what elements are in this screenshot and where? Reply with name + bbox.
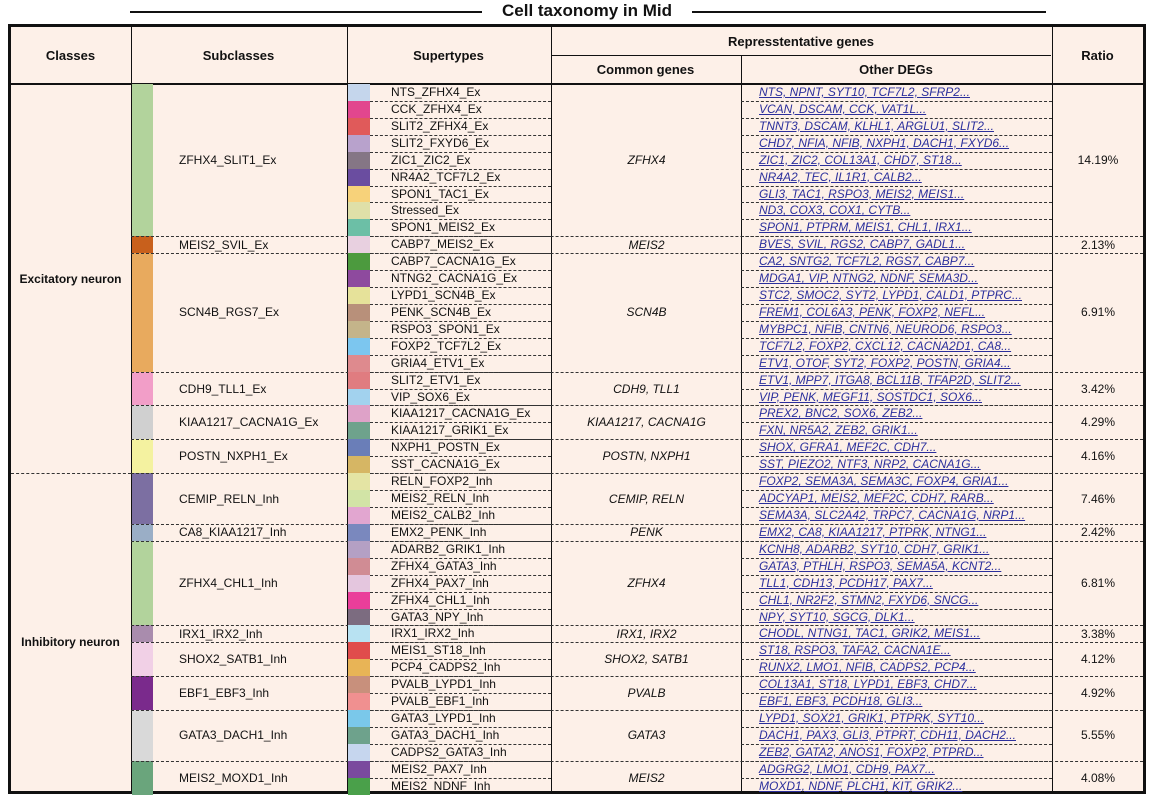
supertype-label: CABP7_MEIS2_Ex: [391, 237, 494, 252]
supertype-swatch: [348, 101, 370, 118]
deg-divider: [741, 389, 1052, 390]
other-degs: KCNH8, ADARB2, SYT10, CDH7, GRIK1...: [759, 541, 990, 556]
subclass-swatch: [132, 541, 153, 626]
supertype-label: ADARB2_GRIK1_Inh: [391, 541, 506, 556]
common-genes: PENK: [630, 525, 663, 540]
supertype-divider: [370, 473, 551, 474]
supertype-swatch: [348, 439, 370, 456]
deg-divider: [741, 152, 1052, 153]
supertype-label: SLIT2_FXYD6_Ex: [391, 135, 490, 150]
supertype-divider: [370, 405, 551, 406]
supertype-divider: [370, 456, 551, 457]
common-genes: ZFHX4: [627, 576, 666, 591]
class-divider: [11, 473, 131, 474]
subclass-swatch: [132, 642, 153, 676]
supertype-divider: [370, 507, 551, 508]
common-genes: IRX1, IRX2: [616, 626, 677, 641]
other-degs: EBF1, EBF3, PCDH18, GLI3...: [759, 694, 923, 709]
subclass-label: MEIS2_MOXD1_Inh: [179, 770, 288, 785]
ratio-value: 7.46%: [1080, 491, 1116, 506]
supertype-divider: [370, 389, 551, 390]
supertype-swatch: [348, 761, 370, 778]
supertype-swatch: [348, 473, 370, 490]
header-subclasses: Subclasses: [202, 47, 275, 63]
other-degs: FXN, NR5A2, ZEB2, GRIK1...: [759, 423, 918, 438]
ratio-value: 2.42%: [1080, 525, 1116, 540]
other-degs: SST, PIEZO2, NTF3, NRP2, CACNA1G...: [759, 457, 981, 472]
deg-divider: [741, 456, 1052, 457]
ratio-value: 6.81%: [1080, 576, 1116, 591]
supertype-divider: [370, 592, 551, 593]
supertype-label: MEIS1_ST18_Inh: [391, 643, 486, 658]
supertype-swatch: [348, 541, 370, 558]
header-supertypes: Supertypes: [413, 47, 484, 63]
deg-divider: [741, 541, 1052, 542]
subclass-swatch: [132, 372, 153, 406]
supertype-divider: [370, 152, 551, 153]
supertype-label: PVALB_EBF1_Inh: [391, 694, 489, 709]
ratio-value: 4.12%: [1080, 652, 1116, 667]
title-rule-left: [130, 11, 482, 13]
ratio-value: 4.29%: [1080, 415, 1116, 430]
ratio-value: 3.38%: [1080, 626, 1116, 641]
supertype-divider: [370, 490, 551, 491]
supertype-label: PVALB_LYPD1_Inh: [391, 677, 496, 692]
supertype-divider: [370, 727, 551, 728]
supertype-label: RSPO3_SPON1_Ex: [391, 321, 500, 336]
subclass-swatch: [132, 473, 153, 524]
ratio-value: 4.08%: [1080, 770, 1116, 785]
common-genes: KIAA1217, CACNA1G: [587, 415, 706, 430]
subclass-label: SHOX2_SATB1_Inh: [179, 652, 287, 667]
deg-divider: [741, 609, 1052, 610]
supertype-label: MEIS2_NDNF_Inh: [391, 778, 491, 793]
class-label: Inhibitory neuron: [21, 635, 120, 650]
deg-divider: [741, 524, 1052, 525]
supertype-divider: [370, 659, 551, 660]
subclass-label: CA8_KIAA1217_Inh: [179, 525, 287, 540]
other-degs: GLI3, TAC1, RSPO3, MEIS2, MEIS1...: [759, 186, 965, 201]
supertype-label: ZFHX4_CHL1_Inh: [391, 592, 490, 607]
other-degs: MOXD1, NDNF, PLCH1, KIT, GRIK2...: [759, 778, 963, 793]
supertype-label: ZFHX4_GATA3_Inh: [391, 558, 497, 573]
deg-divider: [741, 439, 1052, 440]
ratio-value: 4.92%: [1080, 686, 1116, 701]
supertype-divider: [370, 778, 551, 779]
supertype-swatch: [348, 253, 370, 270]
supertype-swatch: [348, 778, 370, 795]
subclass-label: CDH9_TLL1_Ex: [179, 381, 267, 396]
common-genes: POSTN, NXPH1: [602, 449, 691, 464]
supertype-label: NXPH1_POSTN_Ex: [391, 440, 500, 455]
subclass-swatch: [132, 84, 153, 236]
supertype-divider: [370, 186, 551, 187]
other-degs: SEMA3A, SLC2A42, TRPC7, CACNA1G, NRP1...: [759, 508, 1026, 522]
supertype-swatch: [348, 609, 370, 626]
subclass-label: KIAA1217_CACNA1G_Ex: [179, 415, 319, 430]
ratio-value: 14.19%: [1077, 153, 1119, 168]
other-degs: ETV1, MPP7, ITGA8, BCL11B, TFAP2D, SLIT2...: [759, 372, 1021, 387]
deg-divider: [741, 744, 1052, 745]
supertype-swatch: [348, 219, 370, 236]
other-degs: ND3, COX3, COX1, CYTB...: [759, 203, 911, 218]
page-title: Cell taxonomy in Mid: [501, 1, 673, 20]
subclass-swatch: [132, 625, 153, 642]
supertype-label: LYPD1_SCN4B_Ex: [391, 288, 496, 303]
supertype-divider: [370, 135, 551, 136]
supertype-divider: [370, 422, 551, 423]
other-degs: MDGA1, VIP, NTNG2, NDNF, SEMA3D...: [759, 271, 978, 286]
supertype-swatch: [348, 84, 370, 101]
other-degs: TCF7L2, FOXP2, CXCL12, CACNA2D1, CA8...: [759, 338, 1012, 353]
subclass-label: ZFHX4_CHL1_Inh: [179, 576, 278, 591]
supertype-swatch: [348, 744, 370, 761]
supertype-swatch: [348, 710, 370, 727]
subclass-swatch: [132, 439, 153, 473]
deg-divider: [741, 642, 1052, 643]
supertype-label: NR4A2_TCF7L2_Ex: [391, 169, 501, 184]
supertype-swatch: [348, 118, 370, 135]
supertype-label: GATA3_DACH1_Inh: [391, 727, 500, 742]
deg-divider: [741, 253, 1052, 254]
other-degs: PREX2, BNC2, SOX6, ZEB2...: [759, 406, 923, 421]
deg-divider: [741, 575, 1052, 576]
supertype-label: ZFHX4_PAX7_Inh: [391, 575, 489, 590]
supertype-swatch: [348, 135, 370, 152]
common-genes: MEIS2: [628, 770, 665, 785]
subclass-label: EBF1_EBF3_Inh: [179, 686, 270, 701]
other-degs: ADGRG2, LMO1, CDH9, PAX7...: [759, 761, 935, 776]
supertype-label: CABP7_CACNA1G_Ex: [391, 254, 516, 269]
other-degs: ST18, RSPO3, TAFA2, CACNA1E...: [759, 643, 951, 658]
deg-divider: [741, 693, 1052, 694]
subclass-label: CEMIP_RELN_Inh: [179, 491, 280, 506]
supertype-divider: [370, 219, 551, 220]
supertype-label: GATA3_LYPD1_Inh: [391, 711, 496, 726]
supertype-divider: [370, 744, 551, 745]
common-genes: GATA3: [627, 728, 666, 743]
other-degs: VIP, PENK, MEGF11, SOSTDC1, SOX6...: [759, 389, 982, 404]
supertype-label: PCP4_CADPS2_Inh: [391, 660, 501, 675]
header-ratio: Ratio: [1081, 47, 1114, 63]
supertype-divider: [370, 304, 551, 305]
supertype-swatch: [348, 676, 370, 693]
supertype-divider: [370, 625, 551, 626]
deg-divider: [741, 338, 1052, 339]
subclass-label: ZFHX4_SLIT1_Ex: [179, 153, 277, 168]
other-degs: FOXP2, SEMA3A, SEMA3C, FOXP4, GRIA1...: [759, 474, 1009, 489]
ratio-value: 6.91%: [1080, 305, 1116, 320]
supertype-divider: [370, 609, 551, 610]
supertype-label: MEIS2_CALB2_Inh: [391, 508, 496, 522]
supertype-label: EMX2_PENK_Inh: [391, 524, 487, 539]
supertype-swatch: [348, 490, 370, 507]
supertype-swatch: [348, 422, 370, 439]
supertype-label: NTS_ZFHX4_Ex: [391, 85, 481, 99]
deg-divider: [741, 761, 1052, 762]
supertype-swatch: [348, 659, 370, 676]
subclass-label: MEIS2_SVIL_Ex: [179, 237, 269, 252]
deg-divider: [741, 304, 1052, 305]
supertype-swatch: [348, 202, 370, 219]
header-other-degs: Other DEGs: [859, 61, 933, 77]
deg-divider: [741, 118, 1052, 119]
title-bar: [0, 0, 1158, 22]
supertype-divider: [370, 676, 551, 677]
supertype-swatch: [348, 693, 370, 710]
supertype-divider: [370, 321, 551, 322]
supertype-divider: [370, 575, 551, 576]
subclass-label: GATA3_DACH1_Inh: [179, 728, 288, 743]
other-degs: ADCYAP1, MEIS2, MEF2C, CDH7, RARB...: [759, 491, 994, 506]
supertype-divider: [370, 118, 551, 119]
deg-divider: [741, 422, 1052, 423]
supertype-swatch: [348, 456, 370, 473]
supertype-divider: [370, 270, 551, 271]
supertype-divider: [370, 761, 551, 762]
header-common-genes: Common genes: [596, 61, 695, 77]
supertype-divider: [370, 372, 551, 373]
supertype-label: SLIT2_ETV1_Ex: [391, 372, 481, 387]
deg-divider: [741, 778, 1052, 779]
supertype-swatch: [348, 304, 370, 321]
title-rule-right: [692, 11, 1046, 13]
ratio-value: 4.16%: [1080, 449, 1116, 464]
supertype-swatch: [348, 287, 370, 304]
supertype-divider: [370, 202, 551, 203]
supertype-label: CCK_ZFHX4_Ex: [391, 101, 482, 116]
subclass-swatch: [132, 761, 153, 795]
supertype-label: GATA3_NPY_Inh: [391, 609, 484, 624]
deg-divider: [741, 202, 1052, 203]
supertype-swatch: [348, 405, 370, 422]
supertype-divider: [370, 642, 551, 643]
other-degs: SHOX, GFRA1, MEF2C, CDH7...: [759, 440, 937, 455]
supertype-label: RELN_FOXP2_Inh: [391, 474, 493, 489]
other-degs: ZEB2, GATA2, ANOS1, FOXP2, PTPRD...: [759, 744, 984, 759]
supertype-label: SPON1_MEIS2_Ex: [391, 220, 496, 235]
other-degs: NR4A2, TEC, IL1R1, CALB2...: [759, 169, 922, 184]
deg-divider: [741, 507, 1052, 508]
subclass-label: IRX1_IRX2_Inh: [179, 626, 263, 641]
supertype-swatch: [348, 558, 370, 575]
supertype-label: SST_CACNA1G_Ex: [391, 457, 500, 472]
supertype-divider: [370, 101, 551, 102]
supertype-swatch: [348, 625, 370, 642]
other-degs: STC2, SMOC2, SYT2, LYPD1, CALD1, PTPRC...: [759, 288, 1022, 303]
deg-divider: [741, 710, 1052, 711]
deg-divider: [741, 287, 1052, 288]
supertype-label: CADPS2_GATA3_Inh: [391, 744, 507, 759]
common-genes: MEIS2: [628, 237, 665, 252]
other-degs: CA2, SNTG2, TCF7L2, RGS7, CABP7...: [759, 254, 975, 269]
other-degs: CHODL, NTNG1, TAC1, GRIK2, MEIS1...: [759, 626, 981, 641]
common-genes: CDH9, TLL1: [613, 381, 680, 396]
supertype-divider: [370, 236, 551, 237]
deg-divider: [741, 592, 1052, 593]
deg-divider: [741, 727, 1052, 728]
supertype-swatch: [348, 727, 370, 744]
header-classes: Classes: [45, 47, 96, 63]
supertype-swatch: [348, 507, 370, 524]
supertype-swatch: [348, 270, 370, 287]
ratio-value: 5.55%: [1080, 728, 1116, 743]
other-degs: NTS, NPNT, SYT10, TCF7L2, SFRP2...: [759, 85, 970, 99]
supertype-label: MEIS2_RELN_Inh: [391, 491, 490, 506]
deg-divider: [741, 355, 1052, 356]
common-genes: SHOX2, SATB1: [604, 652, 689, 667]
subclass-swatch: [132, 236, 153, 253]
deg-divider: [741, 101, 1052, 102]
supertype-divider: [370, 355, 551, 356]
common-genes: SCN4B: [626, 305, 667, 320]
other-degs: DACH1, PAX3, GLI3, PTPRT, CDH11, DACH2...: [759, 727, 1016, 742]
other-degs: CHL1, NR2F2, STMN2, FXYD6, SNCG...: [759, 592, 979, 607]
supertype-swatch: [348, 592, 370, 609]
supertype-label: NTNG2_CACNA1G_Ex: [391, 271, 518, 286]
supertype-swatch: [348, 321, 370, 338]
header-rep-genes: Represstentative genes: [728, 33, 874, 49]
deg-divider: [741, 236, 1052, 237]
supertype-swatch: [348, 389, 370, 406]
deg-divider: [741, 270, 1052, 271]
other-degs: VCAN, DSCAM, CCK, VAT1L...: [759, 101, 927, 116]
supertype-divider: [370, 524, 551, 525]
supertype-label: MEIS2_PAX7_Inh: [391, 761, 487, 776]
subheader-rule: [551, 55, 1051, 56]
other-degs: TLL1, CDH13, PCDH17, PAX7...: [759, 575, 933, 590]
supertype-divider: [370, 253, 551, 254]
other-degs: COL13A1, ST18, LYPD1, EBF3, CHD7...: [759, 677, 977, 692]
other-degs: CHD7, NFIA, NFIB, NXPH1, DACH1, FXYD6...: [759, 135, 1010, 150]
supertype-divider: [370, 541, 551, 542]
supertype-swatch: [348, 524, 370, 541]
supertype-divider: [370, 338, 551, 339]
supertype-label: GRIA4_ETV1_Ex: [391, 355, 485, 370]
subclass-label: SCN4B_RGS7_Ex: [179, 305, 280, 320]
other-degs: MYBPC1, NFIB, CNTN6, NEUROD6, RSPO3...: [759, 321, 1012, 336]
other-degs: ZIC1, ZIC2, COL13A1, CHD7, ST18...: [759, 152, 962, 167]
supertype-divider: [370, 169, 551, 170]
supertype-label: PENK_SCN4B_Ex: [391, 304, 492, 319]
supertype-label: ZIC1_ZIC2_Ex: [391, 152, 471, 167]
deg-divider: [741, 405, 1052, 406]
supertype-swatch: [348, 338, 370, 355]
deg-divider: [741, 473, 1052, 474]
common-genes: PVALB: [627, 686, 666, 701]
subclass-swatch: [132, 676, 153, 710]
supertype-label: KIAA1217_CACNA1G_Ex: [391, 406, 531, 421]
supertype-divider: [370, 558, 551, 559]
ratio-value: 2.13%: [1080, 237, 1116, 252]
supertype-divider: [370, 287, 551, 288]
deg-divider: [741, 219, 1052, 220]
supertype-label: SPON1_TAC1_Ex: [391, 186, 489, 201]
other-degs: EMX2, CA8, KIAA1217, PTPRK, NTNG1...: [759, 524, 987, 539]
supertype-divider: [370, 693, 551, 694]
deg-divider: [741, 321, 1052, 322]
deg-divider: [741, 135, 1052, 136]
common-genes: CEMIP, RELN: [608, 491, 685, 506]
taxonomy-table: [8, 24, 1146, 794]
other-degs: NPY, SYT10, SGCG, DLK1...: [759, 609, 915, 624]
supertype-label: SLIT2_ZFHX4_Ex: [391, 118, 489, 133]
other-degs: SPON1, PTPRM, MEIS1, CHL1, IRX1...: [759, 220, 972, 235]
supertype-label: Stressed_Ex: [391, 203, 460, 218]
other-degs: LYPD1, SOX21, GRIK1, PTPRK, SYT10...: [759, 711, 984, 726]
subclass-swatch: [132, 405, 153, 439]
deg-divider: [741, 372, 1052, 373]
other-degs: BVES, SVIL, RGS2, CABP7, GADL1...: [759, 237, 966, 252]
deg-divider: [741, 490, 1052, 491]
other-degs: ETV1, OTOF, SYT2, FOXP2, POSTN, GRIA4...: [759, 355, 1011, 370]
deg-divider: [741, 186, 1052, 187]
subclass-swatch: [132, 524, 153, 541]
subclass-swatch: [132, 253, 153, 371]
supertype-swatch: [348, 186, 370, 203]
deg-divider: [741, 169, 1052, 170]
supertype-swatch: [348, 372, 370, 389]
supertype-label: FOXP2_TCF7L2_Ex: [391, 338, 502, 353]
deg-divider: [741, 558, 1052, 559]
supertype-swatch: [348, 152, 370, 169]
subclass-swatch: [132, 710, 153, 761]
other-degs: RUNX2, LMO1, NFIB, CADPS2, PCP4...: [759, 660, 976, 675]
ratio-value: 3.42%: [1080, 381, 1116, 396]
supertype-swatch: [348, 355, 370, 372]
common-genes: ZFHX4: [627, 153, 666, 168]
other-degs: GATA3, PTHLH, RSPO3, SEMA5A, KCNT2...: [759, 558, 1002, 573]
supertype-label: VIP_SOX6_Ex: [391, 389, 470, 404]
other-degs: TNNT3, DSCAM, KLHL1, ARGLU1, SLIT2...: [759, 118, 994, 133]
other-degs: FREM1, COL6A3, PENK, FOXP2, NEFL...: [759, 304, 986, 319]
supertype-label: IRX1_IRX2_Inh: [391, 626, 475, 641]
class-label: Excitatory neuron: [19, 271, 122, 286]
deg-divider: [741, 676, 1052, 677]
supertype-divider: [370, 710, 551, 711]
deg-divider: [741, 659, 1052, 660]
supertype-swatch: [348, 236, 370, 253]
supertype-label: KIAA1217_GRIK1_Ex: [391, 423, 509, 438]
subclass-label: POSTN_NXPH1_Ex: [179, 449, 288, 464]
supertype-swatch: [348, 642, 370, 659]
deg-divider: [741, 625, 1052, 626]
supertype-divider: [370, 439, 551, 440]
supertype-swatch: [348, 169, 370, 186]
supertype-swatch: [348, 575, 370, 592]
